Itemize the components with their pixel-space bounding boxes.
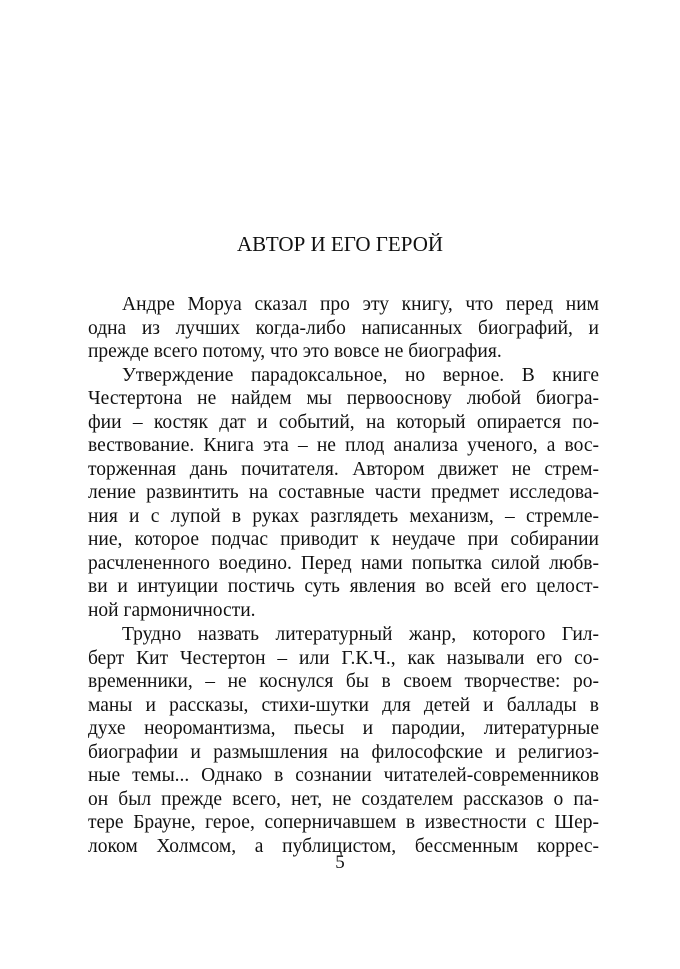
text-line: ния и с лупой в руках разглядеть механизм, – стремле-	[88, 505, 599, 527]
section-2-text	[88, 623, 599, 858]
text-line: одна из лучших когда-либо написанных биографий, и	[88, 317, 599, 339]
text-line: торженная дань почитателя. Автором движет не стрем-	[88, 458, 599, 480]
text-line: ние, которое подчас приводит к неудаче при собирании	[88, 529, 599, 550]
text-line: прежде всего потому, что это вовсе не биография.	[88, 341, 502, 362]
text-line: фии – костяк дат и событий, на который опирается по-	[88, 411, 599, 433]
text-line: ви и интуиции постичь суть явления во всей его целост-	[88, 576, 599, 597]
text-line: духе неоромантизма, пьесы и пародии, литературные	[88, 718, 599, 739]
text-line: маны и рассказы, стихи-шутки для детей и баллады в	[88, 694, 599, 716]
section-1-text	[88, 293, 599, 622]
chapter-title: АВТОР И ЕГО ГЕРОЙ	[236, 232, 444, 256]
text-line: расчлененного воедино. Перед нами попытка силой любв-	[88, 552, 599, 574]
text-line: вествование. Книга эта – не плод анализа ученого, а вос-	[88, 435, 599, 456]
text-line: Трудно назвать литературный жанр, которого Гил-	[122, 624, 599, 645]
text-line: Андре Моруа сказал про эту книгу, что перед ним	[122, 294, 599, 315]
page-number: 5	[335, 852, 345, 873]
text-line: ные темы... Однако в сознании читателей-современников	[88, 765, 599, 786]
text-line: Утверждение парадоксальное, но верное. В книге	[122, 364, 599, 386]
text-line: ление развинтить на составные части предмет исследова-	[88, 482, 599, 503]
text-line: локом Холмсом, а публицистом, бессменным коррес-	[88, 835, 599, 857]
text-line: берт Кит Честертон – или Г.К.Ч., как называли его со-	[88, 647, 599, 669]
text-line: временники, – не коснулся бы в своем творчестве: ро-	[88, 671, 599, 692]
text-line: биографии и размышления на философские и религиоз-	[88, 741, 599, 763]
text-line: он был прежде всего, нет, не создателем рассказов о па-	[88, 788, 599, 810]
text-line: тере Брауне, герое, соперничавшем в известности с Шер-	[88, 812, 599, 833]
text-line: Честертона не найдем мы первооснову любой биогра-	[88, 388, 599, 409]
text-line: ной гармоничности.	[88, 599, 256, 621]
